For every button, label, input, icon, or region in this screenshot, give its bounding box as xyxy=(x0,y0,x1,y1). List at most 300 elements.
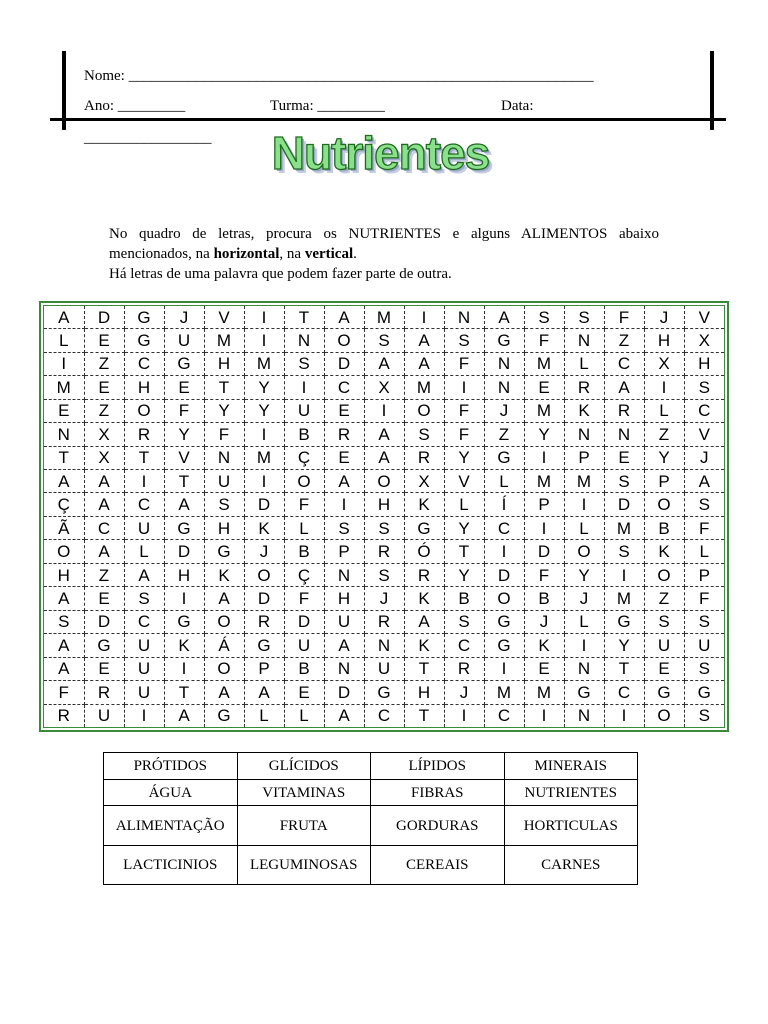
grid-cell: K xyxy=(204,563,244,586)
grid-cell: O xyxy=(324,329,364,352)
grid-cell: G xyxy=(204,704,244,727)
grid-cell: J xyxy=(164,306,204,329)
grid-cell: I xyxy=(484,657,524,680)
grid-cell: O xyxy=(644,704,684,727)
grid-cell: L xyxy=(284,516,324,539)
grid-cell: Z xyxy=(84,563,124,586)
grid-cell: Y xyxy=(644,446,684,469)
grid-cell: V xyxy=(204,306,244,329)
grid-cell: U xyxy=(204,470,244,493)
grid-cell: H xyxy=(124,376,164,399)
grid-cell: D xyxy=(84,306,124,329)
grid-cell: J xyxy=(364,587,404,610)
grid-cell: L xyxy=(564,610,604,633)
word-list-item: CEREAIS xyxy=(371,846,505,885)
grid-cell: R xyxy=(364,540,404,563)
grid-cell: H xyxy=(204,516,244,539)
grid-cell: K xyxy=(524,634,564,657)
grid-cell: G xyxy=(564,681,604,704)
grid-cell: B xyxy=(284,657,324,680)
grid-cell: H xyxy=(324,587,364,610)
grid-cell: J xyxy=(524,610,564,633)
grid-cell: R xyxy=(324,423,364,446)
grid-row xyxy=(44,704,724,727)
grid-row xyxy=(44,470,724,493)
grid-cell: T xyxy=(284,306,324,329)
grid-cell: Z xyxy=(644,587,684,610)
word-search-table xyxy=(44,306,724,727)
grid-cell: D xyxy=(164,540,204,563)
grid-cell: D xyxy=(484,563,524,586)
grid-row xyxy=(44,634,724,657)
grid-cell: C xyxy=(604,352,644,375)
grid-cell: M xyxy=(244,446,284,469)
grid-cell: C xyxy=(484,516,524,539)
grid-cell: A xyxy=(364,352,404,375)
grid-cell: L xyxy=(444,493,484,516)
grid-cell: K xyxy=(244,516,284,539)
grid-cell: E xyxy=(604,446,644,469)
grid-cell: S xyxy=(284,352,324,375)
grid-cell: N xyxy=(284,329,324,352)
grid-cell: O xyxy=(124,399,164,422)
word-list-item: FRUTA xyxy=(237,806,371,846)
grid-cell: Z xyxy=(604,329,644,352)
grid-cell: V xyxy=(164,446,204,469)
grid-cell: S xyxy=(444,329,484,352)
grid-cell: I xyxy=(604,563,644,586)
grid-cell: P xyxy=(324,540,364,563)
grid-cell: U xyxy=(284,399,324,422)
grid-cell: A xyxy=(44,657,84,680)
grid-cell: S xyxy=(524,306,564,329)
grid-row xyxy=(44,446,724,469)
grid-cell: Á xyxy=(204,634,244,657)
grid-cell: B xyxy=(284,423,324,446)
grid-cell: Ç xyxy=(44,493,84,516)
instructions-text-a: No quadro de letras, procura os NUTRIENTES e alguns ALIMENTOS abaixo mencionados, na xyxy=(109,226,659,262)
grid-cell: D xyxy=(604,493,644,516)
grid-cell: Y xyxy=(604,634,644,657)
grid-cell: R xyxy=(604,399,644,422)
grid-cell: G xyxy=(164,352,204,375)
grid-cell: C xyxy=(124,610,164,633)
grid-cell: S xyxy=(364,516,404,539)
grid-cell: M xyxy=(484,681,524,704)
grid-cell: D xyxy=(284,610,324,633)
grid-cell: I xyxy=(44,352,84,375)
grid-cell: M xyxy=(524,681,564,704)
grid-cell: A xyxy=(604,376,644,399)
grid-cell: R xyxy=(84,681,124,704)
grid-cell: G xyxy=(484,329,524,352)
data-field: Data: xyxy=(501,98,534,114)
grid-cell: S xyxy=(364,563,404,586)
grid-cell: X xyxy=(84,423,124,446)
grid-cell: P xyxy=(524,493,564,516)
grid-cell: N xyxy=(564,704,604,727)
grid-cell: I xyxy=(444,376,484,399)
grid-cell: F xyxy=(164,399,204,422)
instructions-vertical: vertical xyxy=(304,246,354,262)
word-list-row xyxy=(104,806,638,846)
grid-cell: T xyxy=(164,681,204,704)
name-field: Nome: ______________________________________________________________ xyxy=(84,68,594,84)
grid-cell: K xyxy=(564,399,604,422)
grid-cell: A xyxy=(324,306,364,329)
grid-cell: I xyxy=(524,516,564,539)
grid-cell: P xyxy=(564,446,604,469)
grid-cell: R xyxy=(44,704,84,727)
grid-cell: N xyxy=(484,376,524,399)
grid-cell: Ó xyxy=(404,540,444,563)
grid-cell: A xyxy=(404,352,444,375)
grid-cell: I xyxy=(244,423,284,446)
grid-cell: N xyxy=(564,657,604,680)
grid-cell: H xyxy=(404,681,444,704)
instructions-horizontal: horizontal xyxy=(213,246,280,262)
data-blank: _________________ xyxy=(84,130,212,146)
grid-cell: R xyxy=(404,563,444,586)
grid-cell: A xyxy=(404,610,444,633)
grid-cell: R xyxy=(124,423,164,446)
grid-cell: G xyxy=(644,681,684,704)
grid-cell: A xyxy=(484,306,524,329)
grid-cell: E xyxy=(324,399,364,422)
grid-cell: E xyxy=(284,681,324,704)
grid-cell: A xyxy=(44,587,84,610)
grid-cell: K xyxy=(404,493,444,516)
grid-cell: E xyxy=(524,376,564,399)
grid-cell: F xyxy=(684,516,724,539)
grid-cell: S xyxy=(44,610,84,633)
grid-cell: R xyxy=(364,610,404,633)
word-list-row xyxy=(104,753,638,780)
grid-cell: N xyxy=(204,446,244,469)
grid-cell: O xyxy=(404,399,444,422)
grid-cell: Y xyxy=(244,376,284,399)
grid-cell: M xyxy=(524,470,564,493)
grid-cell: I xyxy=(164,657,204,680)
grid-cell: M xyxy=(604,587,644,610)
grid-cell: S xyxy=(404,423,444,446)
grid-row xyxy=(44,610,724,633)
grid-cell: E xyxy=(324,446,364,469)
grid-cell: B xyxy=(284,540,324,563)
grid-row xyxy=(44,376,724,399)
grid-cell: G xyxy=(684,681,724,704)
grid-cell: I xyxy=(604,704,644,727)
grid-cell: A xyxy=(204,681,244,704)
grid-cell: S xyxy=(684,610,724,633)
grid-cell: T xyxy=(404,657,444,680)
grid-cell: M xyxy=(204,329,244,352)
grid-cell: A xyxy=(44,634,84,657)
grid-cell: N xyxy=(324,563,364,586)
grid-cell: F xyxy=(524,563,564,586)
grid-cell: G xyxy=(164,516,204,539)
grid-cell: M xyxy=(524,352,564,375)
word-list-item: GORDURAS xyxy=(371,806,505,846)
grid-cell: H xyxy=(644,329,684,352)
word-list-item: LACTICINIOS xyxy=(104,846,238,885)
grid-cell: O xyxy=(644,563,684,586)
grid-cell: U xyxy=(124,634,164,657)
grid-cell: K xyxy=(404,587,444,610)
grid-cell: V xyxy=(444,470,484,493)
grid-cell: C xyxy=(444,634,484,657)
grid-cell: T xyxy=(164,470,204,493)
grid-cell: L xyxy=(284,704,324,727)
grid-cell: A xyxy=(124,563,164,586)
grid-cell: Y xyxy=(444,563,484,586)
grid-cell: C xyxy=(84,516,124,539)
grid-cell: Y xyxy=(444,516,484,539)
instructions-paragraph-1 xyxy=(109,224,659,264)
grid-cell: O xyxy=(244,563,284,586)
grid-cell: C xyxy=(604,681,644,704)
grid-cell: I xyxy=(244,470,284,493)
grid-cell: J xyxy=(564,587,604,610)
grid-cell: D xyxy=(84,610,124,633)
grid-cell: T xyxy=(204,376,244,399)
grid-row xyxy=(44,563,724,586)
header-bottom-rule xyxy=(50,118,726,121)
grid-cell: X xyxy=(684,329,724,352)
grid-cell: U xyxy=(164,329,204,352)
grid-cell: I xyxy=(124,704,164,727)
grid-cell: V xyxy=(684,423,724,446)
grid-row xyxy=(44,423,724,446)
grid-cell: S xyxy=(204,493,244,516)
instructions-text-e: . xyxy=(353,246,357,262)
grid-cell: T xyxy=(404,704,444,727)
ano-field: Ano: _________ xyxy=(84,98,186,114)
grid-cell: U xyxy=(684,634,724,657)
grid-cell: M xyxy=(244,352,284,375)
grid-cell: E xyxy=(44,399,84,422)
grid-cell: Z xyxy=(84,399,124,422)
grid-cell: A xyxy=(164,704,204,727)
instructions-paragraph-2: Há letras de uma palavra que podem fazer parte de outra. xyxy=(109,266,452,282)
grid-cell: U xyxy=(124,681,164,704)
word-list-item: PRÓTIDOS xyxy=(104,753,238,780)
grid-cell: X xyxy=(364,376,404,399)
grid-cell: J xyxy=(244,540,284,563)
grid-cell: F xyxy=(524,329,564,352)
grid-cell: G xyxy=(604,610,644,633)
grid-cell: C xyxy=(124,352,164,375)
grid-cell: U xyxy=(124,516,164,539)
grid-cell: G xyxy=(204,540,244,563)
word-list-item: LÍPIDOS xyxy=(371,753,505,780)
grid-cell: S xyxy=(684,704,724,727)
grid-cell: F xyxy=(44,681,84,704)
grid-cell: Y xyxy=(564,563,604,586)
grid-cell: R xyxy=(404,446,444,469)
grid-cell: U xyxy=(324,610,364,633)
grid-cell: C xyxy=(124,493,164,516)
grid-cell: A xyxy=(684,470,724,493)
grid-row xyxy=(44,352,724,375)
word-list-row xyxy=(104,846,638,885)
grid-cell: A xyxy=(364,423,404,446)
grid-cell: B xyxy=(644,516,684,539)
grid-cell: I xyxy=(324,493,364,516)
grid-cell: I xyxy=(524,704,564,727)
word-list-item: HORTICULAS xyxy=(504,806,638,846)
grid-cell: J xyxy=(444,681,484,704)
grid-cell: I xyxy=(124,470,164,493)
grid-cell: E xyxy=(644,657,684,680)
grid-cell: F xyxy=(444,352,484,375)
grid-cell: P xyxy=(684,563,724,586)
grid-cell: S xyxy=(604,470,644,493)
grid-cell: L xyxy=(244,704,284,727)
grid-cell: I xyxy=(244,329,284,352)
grid-cell: N xyxy=(364,634,404,657)
grid-cell: G xyxy=(484,446,524,469)
grid-cell: F xyxy=(284,493,324,516)
grid-cell: O xyxy=(284,470,324,493)
grid-cell: O xyxy=(644,493,684,516)
grid-row xyxy=(44,681,724,704)
grid-cell: G xyxy=(404,516,444,539)
grid-cell: S xyxy=(324,516,364,539)
grid-row xyxy=(44,657,724,680)
grid-cell: C xyxy=(684,399,724,422)
grid-cell: B xyxy=(524,587,564,610)
word-list-item: GLÍCIDOS xyxy=(237,753,371,780)
instructions xyxy=(109,224,659,284)
grid-cell: A xyxy=(84,470,124,493)
grid-cell: G xyxy=(484,634,524,657)
grid-cell: B xyxy=(444,587,484,610)
grid-cell: M xyxy=(524,399,564,422)
grid-cell: K xyxy=(404,634,444,657)
grid-cell: Z xyxy=(484,423,524,446)
grid-cell: T xyxy=(604,657,644,680)
grid-cell: H xyxy=(364,493,404,516)
grid-cell: A xyxy=(404,329,444,352)
grid-cell: L xyxy=(564,352,604,375)
grid-cell: A xyxy=(164,493,204,516)
grid-cell: E xyxy=(84,657,124,680)
grid-cell: G xyxy=(364,681,404,704)
grid-row xyxy=(44,306,724,329)
word-list-table xyxy=(103,752,638,885)
grid-cell: T xyxy=(444,540,484,563)
grid-cell: F xyxy=(444,399,484,422)
grid-row xyxy=(44,587,724,610)
grid-cell: I xyxy=(444,704,484,727)
grid-cell: G xyxy=(84,634,124,657)
word-list-item: ÁGUA xyxy=(104,780,238,806)
grid-cell: S xyxy=(644,610,684,633)
grid-cell: U xyxy=(284,634,324,657)
grid-cell: S xyxy=(684,493,724,516)
grid-cell: R xyxy=(444,657,484,680)
grid-cell: I xyxy=(564,493,604,516)
grid-cell: S xyxy=(684,657,724,680)
grid-row xyxy=(44,329,724,352)
grid-cell: S xyxy=(444,610,484,633)
grid-cell: O xyxy=(564,540,604,563)
grid-cell: O xyxy=(364,470,404,493)
grid-row xyxy=(44,516,724,539)
grid-cell: S xyxy=(564,306,604,329)
word-list-item: MINERAIS xyxy=(504,753,638,780)
grid-cell: S xyxy=(604,540,644,563)
grid-cell: P xyxy=(244,657,284,680)
grid-cell: R xyxy=(244,610,284,633)
grid-cell: H xyxy=(684,352,724,375)
grid-cell: O xyxy=(204,657,244,680)
grid-cell: Z xyxy=(644,423,684,446)
grid-cell: V xyxy=(684,306,724,329)
grid-cell: G xyxy=(484,610,524,633)
grid-row xyxy=(44,399,724,422)
grid-cell: N xyxy=(604,423,644,446)
grid-cell: N xyxy=(324,657,364,680)
grid-cell: F xyxy=(684,587,724,610)
grid-cell: U xyxy=(84,704,124,727)
grid-cell: O xyxy=(484,587,524,610)
grid-cell: U xyxy=(364,657,404,680)
grid-cell: I xyxy=(164,587,204,610)
grid-cell: M xyxy=(364,306,404,329)
grid-cell: E xyxy=(84,587,124,610)
grid-cell: X xyxy=(404,470,444,493)
grid-cell: C xyxy=(324,376,364,399)
grid-row xyxy=(44,540,724,563)
grid-cell: G xyxy=(124,306,164,329)
grid-cell: R xyxy=(564,376,604,399)
grid-cell: T xyxy=(44,446,84,469)
grid-cell: C xyxy=(364,704,404,727)
grid-cell: I xyxy=(404,306,444,329)
word-search-grid-inner xyxy=(43,305,725,728)
grid-cell: Ç xyxy=(284,563,324,586)
grid-cell: A xyxy=(44,470,84,493)
grid-cell: E xyxy=(164,376,204,399)
grid-cell: D xyxy=(244,587,284,610)
grid-cell: O xyxy=(204,610,244,633)
grid-cell: A xyxy=(84,540,124,563)
grid-cell: U xyxy=(644,634,684,657)
grid-cell: M xyxy=(604,516,644,539)
grid-cell: N xyxy=(564,329,604,352)
grid-cell: Y xyxy=(444,446,484,469)
grid-cell: L xyxy=(124,540,164,563)
grid-cell: D xyxy=(324,681,364,704)
grid-cell: A xyxy=(204,587,244,610)
grid-cell: K xyxy=(644,540,684,563)
grid-row xyxy=(44,493,724,516)
grid-cell: A xyxy=(84,493,124,516)
grid-cell: H xyxy=(204,352,244,375)
grid-cell: M xyxy=(44,376,84,399)
grid-cell: T xyxy=(124,446,164,469)
grid-cell: H xyxy=(164,563,204,586)
grid-cell: M xyxy=(564,470,604,493)
grid-cell: F xyxy=(444,423,484,446)
grid-cell: J xyxy=(484,399,524,422)
word-list-item: NUTRIENTES xyxy=(504,780,638,806)
grid-cell: N xyxy=(564,423,604,446)
grid-cell: S xyxy=(124,587,164,610)
word-list-item: CARNES xyxy=(504,846,638,885)
